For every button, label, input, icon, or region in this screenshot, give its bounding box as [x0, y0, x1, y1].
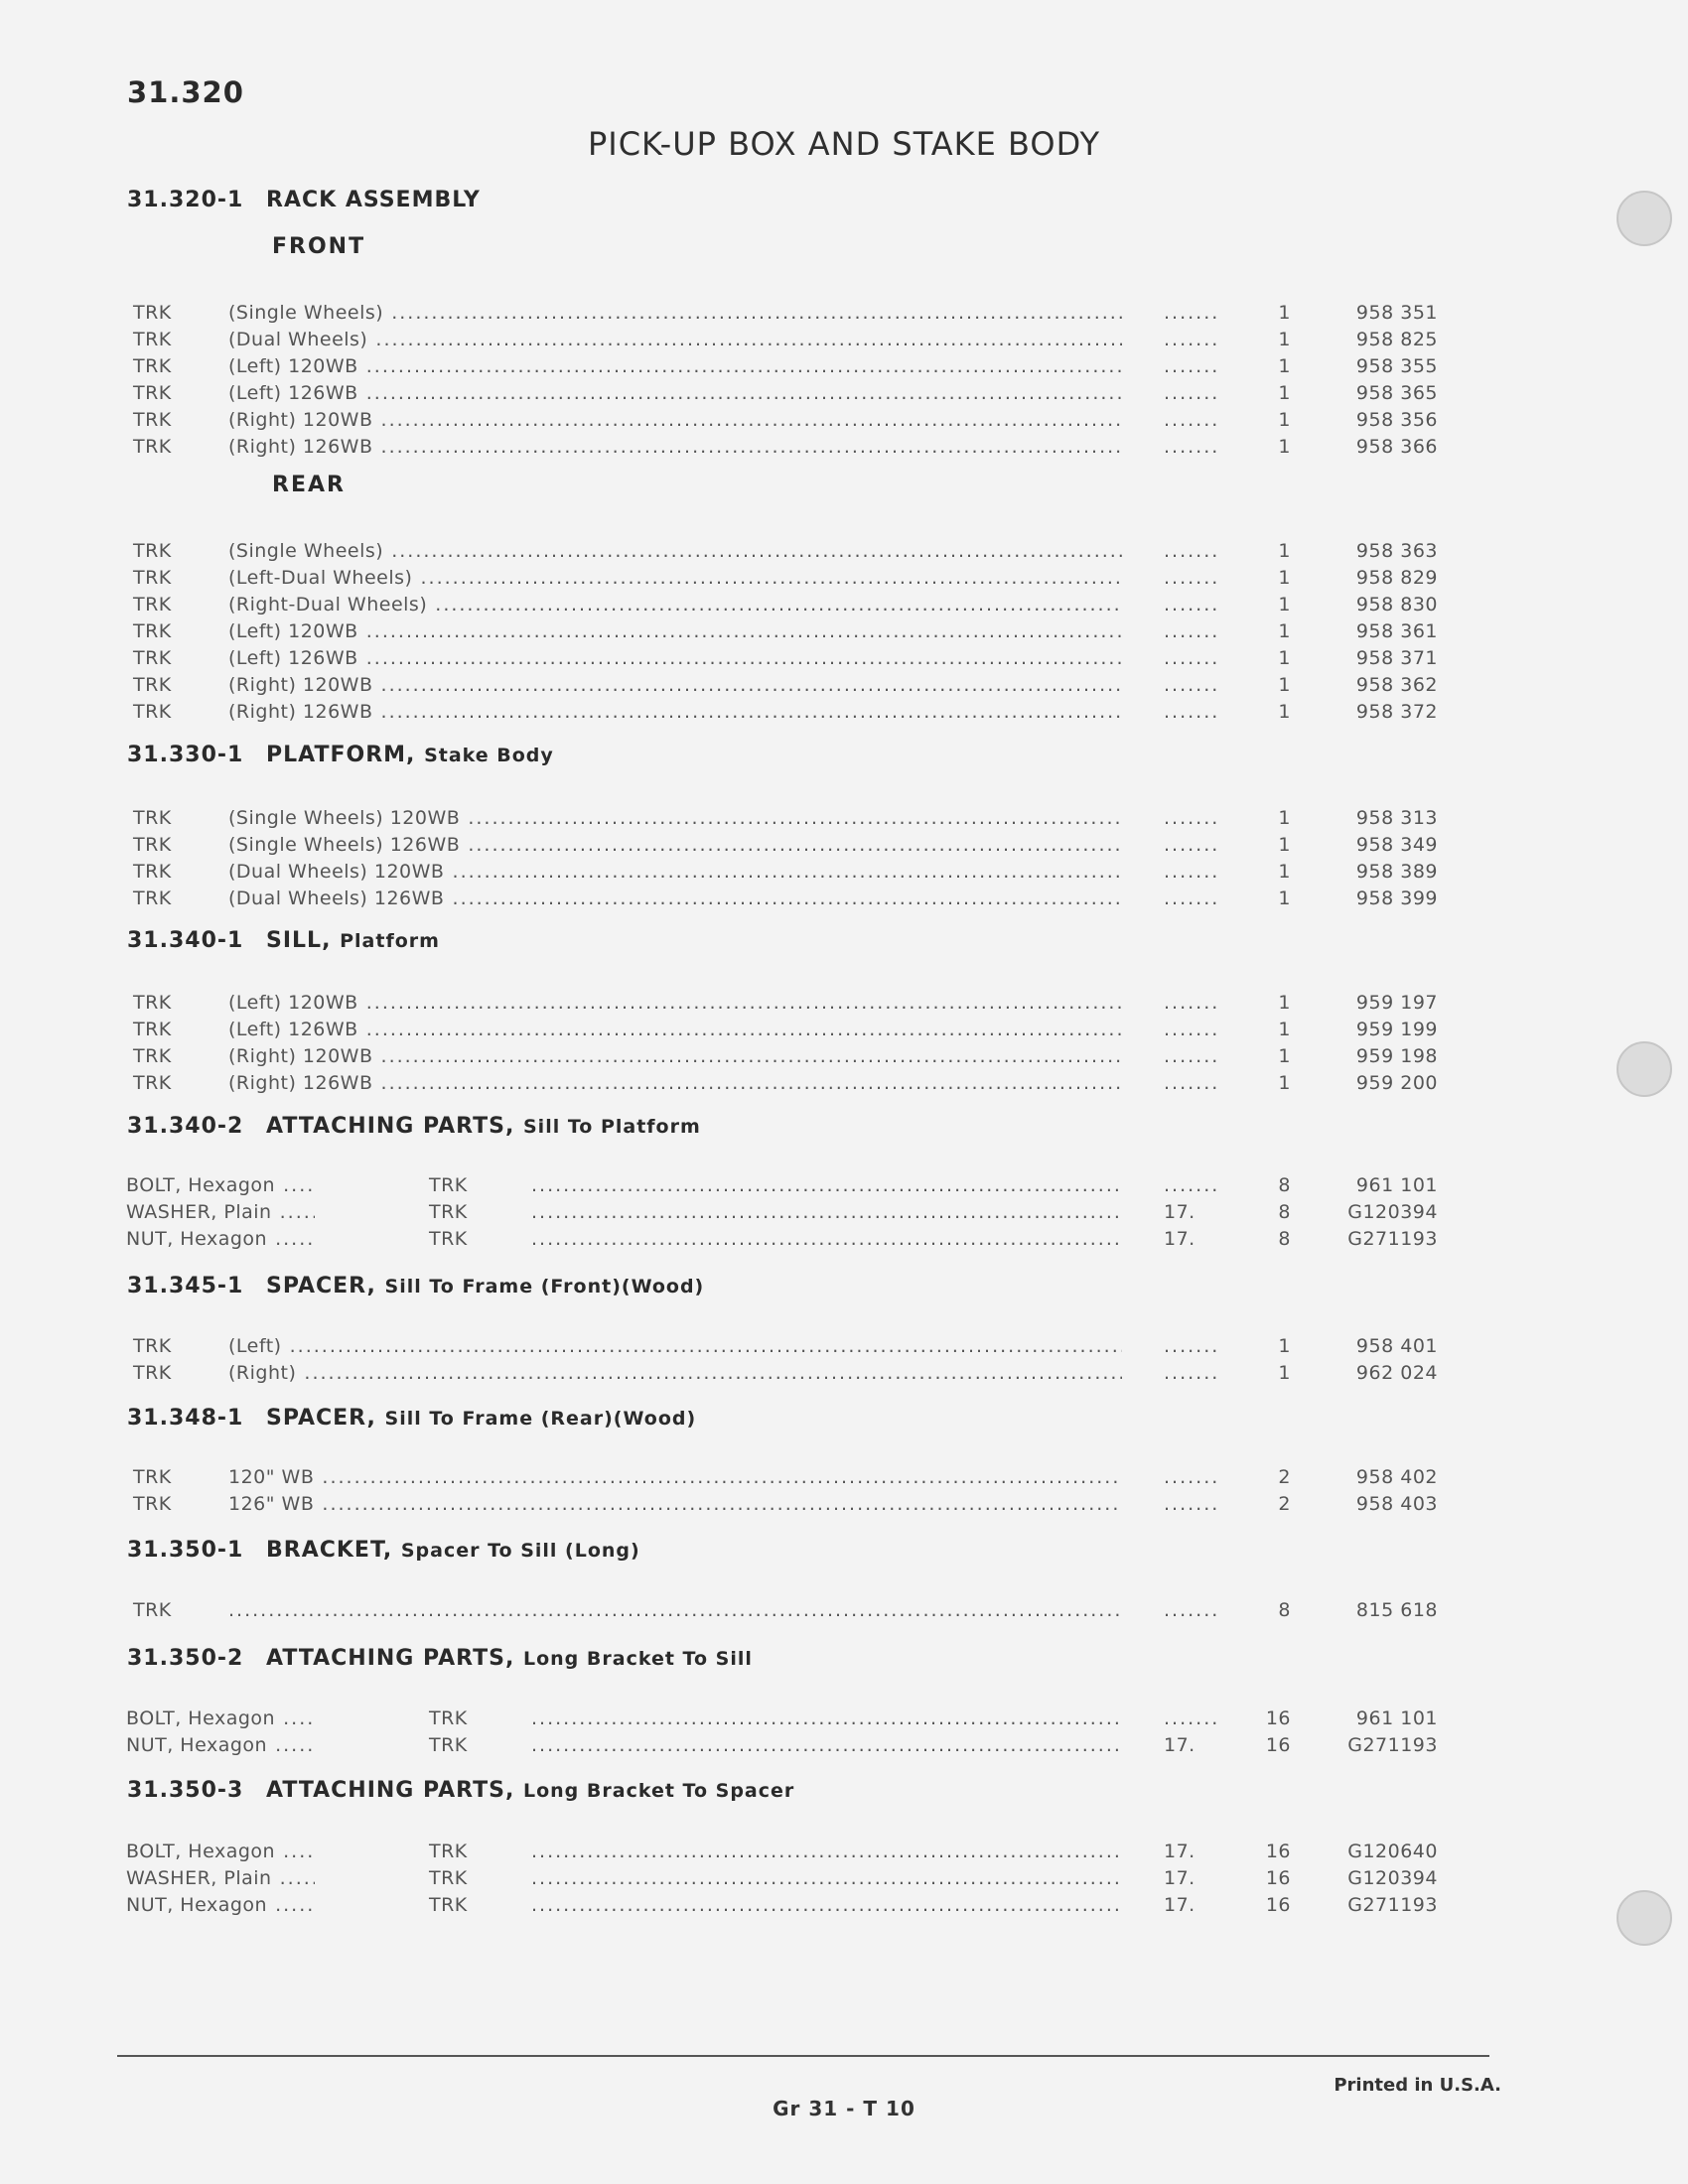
part-description — [531, 1839, 1122, 1865]
leader-dots: ....... — [1164, 1335, 1220, 1357]
part-description: (Single Wheels) 120WB ..... — [228, 805, 1122, 832]
part-number: 958 355 — [1355, 355, 1438, 377]
vehicle-type: TRK — [133, 302, 172, 324]
quantity: 8 — [1278, 1599, 1291, 1621]
part-description: (Dual Wheels) ..... — [228, 327, 1122, 353]
quantity: 1 — [1278, 409, 1291, 431]
part-number: 958 365 — [1355, 382, 1438, 404]
quantity: 1 — [1278, 701, 1291, 723]
parts-row — [0, 380, 1688, 407]
vehicle-type: TRK — [133, 1072, 172, 1094]
section-subtitle: Spacer To Sill (Long) — [400, 1540, 640, 1562]
parts-row — [0, 1043, 1688, 1070]
part-description — [531, 1226, 1122, 1253]
leader-dots: ....... — [1164, 701, 1220, 723]
quantity: 1 — [1278, 329, 1291, 350]
leader-dots: ....... — [1164, 1707, 1220, 1729]
section-number: 31.345-1 — [127, 1274, 244, 1298]
part-number: 959 197 — [1355, 992, 1438, 1014]
part-description — [531, 1732, 1122, 1759]
leader-dots: ....... — [1164, 329, 1220, 350]
vehicle-type: TRK — [429, 1228, 468, 1250]
vehicle-type: TRK — [133, 382, 172, 404]
part-description: (Left) 120WB ..... — [228, 618, 1122, 645]
parts-row — [0, 1226, 1688, 1253]
section-subtitle: Sill To Platform — [523, 1116, 701, 1138]
part-description — [531, 1865, 1122, 1892]
section-reference: 17. — [1164, 1228, 1196, 1250]
part-number: 958 829 — [1355, 567, 1438, 589]
section-reference: 17. — [1164, 1841, 1196, 1862]
part-description: 120" WB ..... — [228, 1464, 1122, 1491]
quantity: 2 — [1278, 1466, 1291, 1488]
vehicle-type: TRK — [429, 1867, 468, 1889]
vehicle-type: TRK — [133, 1362, 172, 1384]
parts-row — [0, 1491, 1688, 1518]
parts-row — [0, 592, 1688, 618]
section-reference: 17. — [1164, 1201, 1196, 1223]
vehicle-type: TRK — [133, 594, 172, 615]
vehicle-type: TRK — [133, 355, 172, 377]
part-name: NUT, Hexagon ..... — [126, 1732, 315, 1759]
part-number: 815 618 — [1355, 1599, 1438, 1621]
part-description: (Right) 126WB ..... — [228, 1070, 1122, 1097]
vehicle-type: TRK — [133, 329, 172, 350]
leader-dots: ....... — [1164, 887, 1220, 909]
section-number: 31.320-1 — [127, 188, 244, 212]
quantity: 1 — [1278, 887, 1291, 909]
parts-row — [0, 672, 1688, 699]
leader-dots: ....... — [1164, 1045, 1220, 1067]
parts-row — [0, 1333, 1688, 1360]
leader-dots: ....... — [1164, 409, 1220, 431]
parts-row — [0, 353, 1688, 380]
group-heading: FRONT — [272, 234, 366, 259]
section-reference: 17. — [1164, 1867, 1196, 1889]
parts-row — [0, 565, 1688, 592]
leader-dots: ....... — [1164, 355, 1220, 377]
leader-dots: ....... — [1164, 647, 1220, 669]
part-number: 958 399 — [1355, 887, 1438, 909]
leader-dots: ....... — [1164, 674, 1220, 696]
part-name: WASHER, Plain ..... — [126, 1199, 315, 1226]
part-description: (Left-Dual Wheels) ..... — [228, 565, 1122, 592]
quantity: 1 — [1278, 1019, 1291, 1040]
vehicle-type: TRK — [429, 1707, 468, 1729]
vehicle-type: TRK — [133, 436, 172, 458]
part-number: 958 363 — [1355, 540, 1438, 562]
page-number: 31.320 — [127, 75, 244, 109]
part-number: 958 361 — [1355, 620, 1438, 642]
quantity: 16 — [1265, 1894, 1291, 1916]
section-title: SILL, — [266, 928, 332, 953]
part-number: G271193 — [1347, 1894, 1438, 1916]
quantity: 16 — [1265, 1841, 1291, 1862]
parts-row — [0, 1892, 1688, 1919]
vehicle-type: TRK — [133, 1019, 172, 1040]
part-description — [531, 1892, 1122, 1919]
section-number: 31.340-2 — [127, 1114, 244, 1139]
part-number: G120394 — [1347, 1201, 1438, 1223]
vehicle-type: TRK — [133, 1599, 172, 1621]
parts-row — [0, 1865, 1688, 1892]
leader-dots: ....... — [1164, 1466, 1220, 1488]
section-number: 31.348-1 — [127, 1406, 244, 1431]
vehicle-type: TRK — [429, 1174, 468, 1196]
parts-row — [0, 832, 1688, 859]
part-number: 958 372 — [1355, 701, 1438, 723]
part-number: 958 362 — [1355, 674, 1438, 696]
part-description — [531, 1199, 1122, 1226]
part-number: 958 403 — [1355, 1493, 1438, 1515]
vehicle-type: TRK — [133, 861, 172, 883]
quantity: 1 — [1278, 674, 1291, 696]
quantity: 1 — [1278, 1072, 1291, 1094]
parts-row — [0, 645, 1688, 672]
parts-row — [0, 434, 1688, 461]
parts-row — [0, 1732, 1688, 1759]
section-subtitle: Long Bracket To Spacer — [523, 1780, 795, 1802]
part-number: 958 830 — [1355, 594, 1438, 615]
part-number: 958 825 — [1355, 329, 1438, 350]
part-description: (Left) 126WB ..... — [228, 380, 1122, 407]
part-number: 958 389 — [1355, 861, 1438, 883]
leader-dots: ....... — [1164, 1362, 1220, 1384]
quantity: 1 — [1278, 382, 1291, 404]
part-name: NUT, Hexagon ..... — [126, 1892, 315, 1919]
vehicle-type: TRK — [133, 1335, 172, 1357]
part-number: 958 351 — [1355, 302, 1438, 324]
section-title: ATTACHING PARTS, — [266, 1778, 515, 1803]
footer-printed-note: Printed in U.S.A. — [1334, 2075, 1501, 2096]
vehicle-type: TRK — [133, 620, 172, 642]
parts-row — [0, 1464, 1688, 1491]
quantity: 1 — [1278, 1045, 1291, 1067]
part-number: 961 101 — [1355, 1707, 1438, 1729]
quantity: 2 — [1278, 1493, 1291, 1515]
parts-row — [0, 1199, 1688, 1226]
quantity: 1 — [1278, 647, 1291, 669]
section-number: 31.350-3 — [127, 1778, 244, 1803]
vehicle-type: TRK — [133, 887, 172, 909]
part-number: G120640 — [1347, 1841, 1438, 1862]
part-number: 958 313 — [1355, 807, 1438, 829]
part-description: (Right) 120WB ..... — [228, 407, 1122, 434]
part-description — [531, 1706, 1122, 1732]
part-number: 959 199 — [1355, 1019, 1438, 1040]
quantity: 8 — [1278, 1174, 1291, 1196]
parts-row — [0, 1839, 1688, 1865]
parts-row — [0, 1597, 1688, 1624]
part-description: (Single Wheels) 126WB ..... — [228, 832, 1122, 859]
quantity: 1 — [1278, 594, 1291, 615]
section-number: 31.330-1 — [127, 743, 244, 767]
footer-page-code: Gr 31 - T 10 — [773, 2097, 915, 2120]
quantity: 8 — [1278, 1201, 1291, 1223]
section-title: SPACER, — [266, 1406, 376, 1431]
section-subtitle: Stake Body — [424, 745, 554, 766]
parts-row — [0, 1360, 1688, 1387]
part-description: (Right) ..... — [228, 1360, 1122, 1387]
leader-dots: ....... — [1164, 436, 1220, 458]
section-heading — [127, 1642, 753, 1676]
vehicle-type: TRK — [133, 807, 172, 829]
vehicle-type: TRK — [133, 1045, 172, 1067]
quantity: 1 — [1278, 620, 1291, 642]
quantity: 16 — [1265, 1867, 1291, 1889]
part-description — [228, 1597, 1122, 1624]
part-number: 959 198 — [1355, 1045, 1438, 1067]
part-description: (Dual Wheels) 126WB ..... — [228, 886, 1122, 912]
section-title: RACK ASSEMBLY — [266, 188, 481, 212]
parts-row — [0, 1172, 1688, 1199]
vehicle-type: TRK — [429, 1734, 468, 1756]
part-description: (Left) 126WB ..... — [228, 645, 1122, 672]
leader-dots: ....... — [1164, 1019, 1220, 1040]
quantity: 16 — [1265, 1734, 1291, 1756]
leader-dots: ....... — [1164, 540, 1220, 562]
leader-dots: ....... — [1164, 594, 1220, 615]
section-heading — [127, 1402, 696, 1435]
part-description: (Left) 126WB ..... — [228, 1017, 1122, 1043]
parts-row — [0, 886, 1688, 912]
quantity: 1 — [1278, 1335, 1291, 1357]
leader-dots: ....... — [1164, 1493, 1220, 1515]
part-description — [531, 1172, 1122, 1199]
leader-dots: ....... — [1164, 620, 1220, 642]
section-heading — [127, 1270, 704, 1303]
part-description: (Left) ..... — [228, 1333, 1122, 1360]
leader-dots: ....... — [1164, 861, 1220, 883]
leader-dots: ....... — [1164, 382, 1220, 404]
vehicle-type: TRK — [133, 1493, 172, 1515]
quantity: 1 — [1278, 355, 1291, 377]
part-name: NUT, Hexagon ..... — [126, 1226, 315, 1253]
part-description: (Single Wheels) ..... — [228, 538, 1122, 565]
part-number: G271193 — [1347, 1228, 1438, 1250]
leader-dots: ....... — [1164, 302, 1220, 324]
part-number: 958 356 — [1355, 409, 1438, 431]
section-subtitle: Platform — [340, 930, 440, 952]
quantity: 1 — [1278, 436, 1291, 458]
section-reference: 17. — [1164, 1734, 1196, 1756]
section-title: ATTACHING PARTS, — [266, 1114, 515, 1139]
quantity: 1 — [1278, 302, 1291, 324]
vehicle-type: TRK — [133, 674, 172, 696]
parts-row — [0, 990, 1688, 1017]
part-number: G271193 — [1347, 1734, 1438, 1756]
section-number: 31.350-2 — [127, 1646, 244, 1671]
part-number: 958 349 — [1355, 834, 1438, 856]
page-title: PICK-UP BOX AND STAKE BODY — [587, 125, 1101, 163]
parts-row — [0, 805, 1688, 832]
group-heading: REAR — [272, 473, 346, 497]
section-reference: 17. — [1164, 1894, 1196, 1916]
parts-row — [0, 327, 1688, 353]
quantity: 8 — [1278, 1228, 1291, 1250]
footer-divider — [117, 2055, 1489, 2057]
vehicle-type: TRK — [429, 1894, 468, 1916]
parts-row — [0, 407, 1688, 434]
section-title: ATTACHING PARTS, — [266, 1646, 515, 1671]
part-number: 958 366 — [1355, 436, 1438, 458]
parts-row — [0, 300, 1688, 327]
part-number: G120394 — [1347, 1867, 1438, 1889]
quantity: 1 — [1278, 834, 1291, 856]
vehicle-type: TRK — [133, 647, 172, 669]
vehicle-type: TRK — [429, 1841, 468, 1862]
vehicle-type: TRK — [133, 540, 172, 562]
leader-dots: ....... — [1164, 1174, 1220, 1196]
part-number: 958 401 — [1355, 1335, 1438, 1357]
vehicle-type: TRK — [133, 567, 172, 589]
section-heading — [127, 1110, 701, 1144]
parts-row — [0, 859, 1688, 886]
section-subtitle: Sill To Frame (Front)(Wood) — [384, 1276, 705, 1297]
parts-row — [0, 1706, 1688, 1732]
part-description: (Right) 120WB ..... — [228, 672, 1122, 699]
leader-dots: ....... — [1164, 567, 1220, 589]
part-description: (Dual Wheels) 120WB ..... — [228, 859, 1122, 886]
vehicle-type: TRK — [133, 834, 172, 856]
leader-dots: ....... — [1164, 992, 1220, 1014]
part-number: 961 101 — [1355, 1174, 1438, 1196]
quantity: 1 — [1278, 992, 1291, 1014]
part-number: 958 402 — [1355, 1466, 1438, 1488]
leader-dots: ....... — [1164, 1599, 1220, 1621]
quantity: 1 — [1278, 567, 1291, 589]
part-description: (Right) 126WB ..... — [228, 434, 1122, 461]
part-description: (Right) 120WB ..... — [228, 1043, 1122, 1070]
part-description: 126" WB ..... — [228, 1491, 1122, 1518]
parts-row — [0, 618, 1688, 645]
part-description: (Right) 126WB ..... — [228, 699, 1122, 726]
quantity: 1 — [1278, 861, 1291, 883]
section-title: SPACER, — [266, 1274, 376, 1298]
section-heading — [127, 739, 554, 772]
quantity: 1 — [1278, 1362, 1291, 1384]
vehicle-type: TRK — [133, 701, 172, 723]
parts-row — [0, 538, 1688, 565]
vehicle-type: TRK — [133, 1466, 172, 1488]
part-name: WASHER, Plain ..... — [126, 1865, 315, 1892]
parts-row — [0, 699, 1688, 726]
part-description: (Left) 120WB ..... — [228, 990, 1122, 1017]
section-heading — [127, 1534, 640, 1568]
part-number: 958 371 — [1355, 647, 1438, 669]
section-subtitle: Sill To Frame (Rear)(Wood) — [384, 1408, 697, 1430]
section-title: BRACKET, — [266, 1538, 393, 1563]
parts-row — [0, 1070, 1688, 1097]
part-name: BOLT, Hexagon ..... — [126, 1172, 315, 1199]
part-description: (Right-Dual Wheels) ..... — [228, 592, 1122, 618]
quantity: 1 — [1278, 540, 1291, 562]
part-name: BOLT, Hexagon ..... — [126, 1839, 315, 1865]
section-title: PLATFORM, — [266, 743, 416, 767]
vehicle-type: TRK — [133, 992, 172, 1014]
section-subtitle: Long Bracket To Sill — [523, 1648, 753, 1670]
section-heading — [127, 1774, 794, 1808]
section-number: 31.340-1 — [127, 928, 244, 953]
part-description: (Left) 120WB ..... — [228, 353, 1122, 380]
quantity: 16 — [1265, 1707, 1291, 1729]
section-heading — [127, 184, 481, 217]
part-description: (Single Wheels) ..... — [228, 300, 1122, 327]
section-heading — [127, 924, 440, 958]
vehicle-type: TRK — [133, 409, 172, 431]
part-number: 962 024 — [1355, 1362, 1438, 1384]
quantity: 1 — [1278, 807, 1291, 829]
part-number: 959 200 — [1355, 1072, 1438, 1094]
parts-row — [0, 1017, 1688, 1043]
leader-dots: ....... — [1164, 1072, 1220, 1094]
leader-dots: ....... — [1164, 834, 1220, 856]
leader-dots: ....... — [1164, 807, 1220, 829]
part-name: BOLT, Hexagon ..... — [126, 1706, 315, 1732]
vehicle-type: TRK — [429, 1201, 468, 1223]
section-number: 31.350-1 — [127, 1538, 244, 1563]
